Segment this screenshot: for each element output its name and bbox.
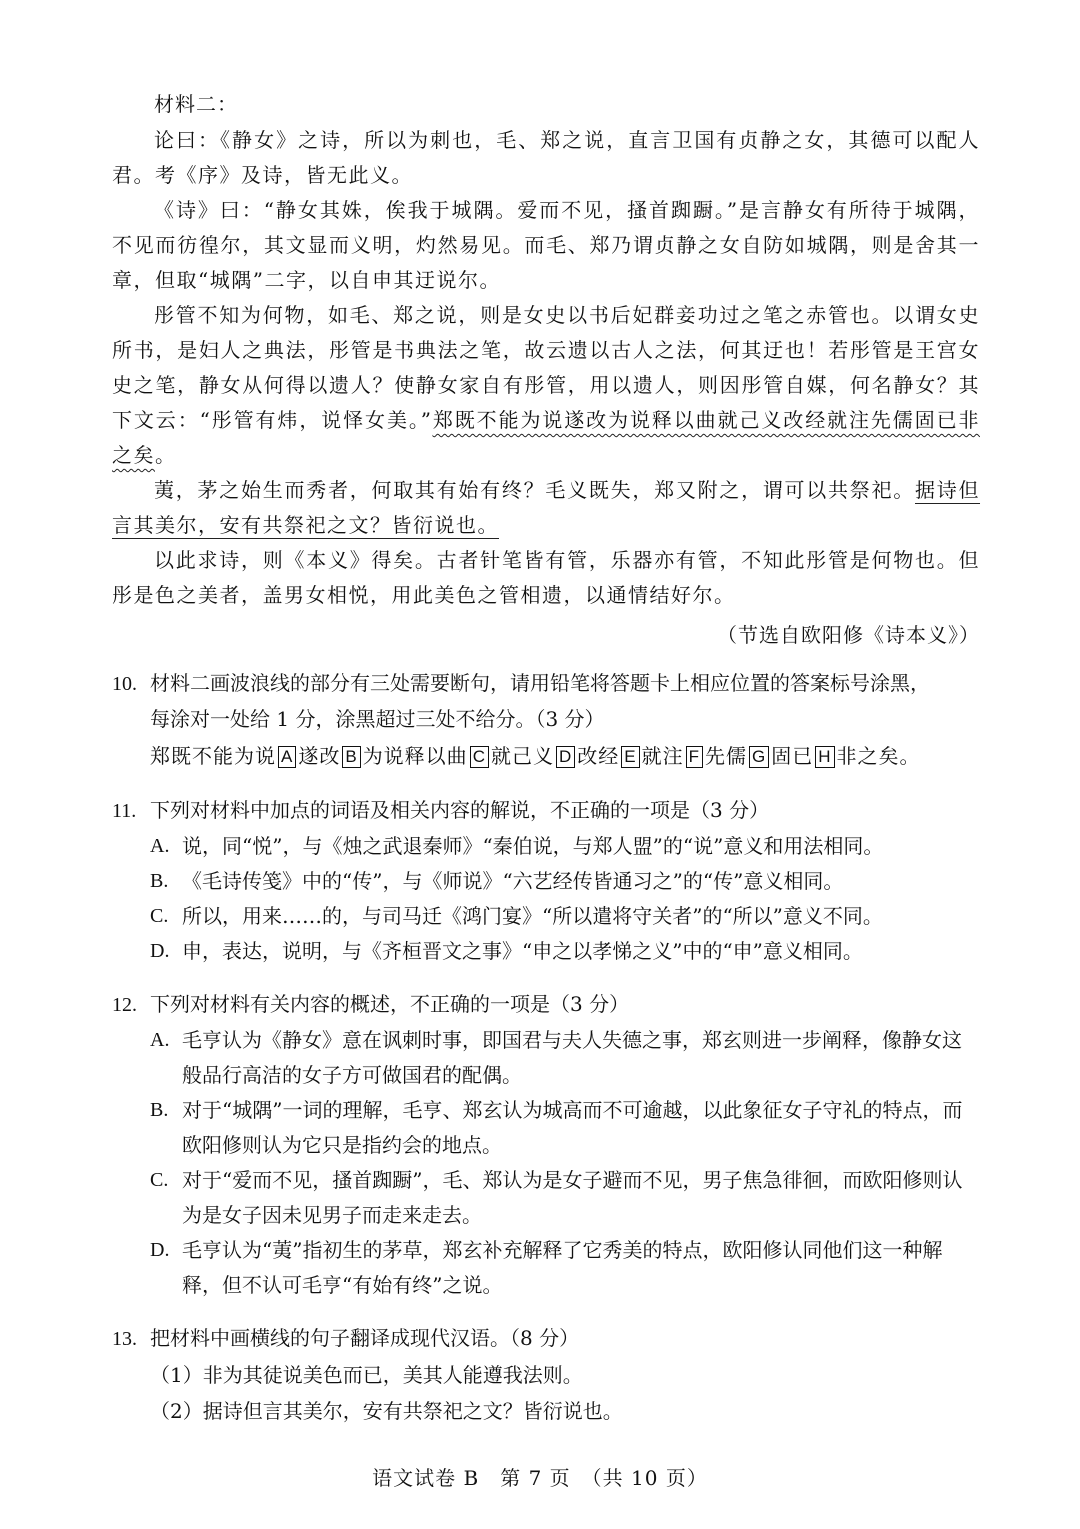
- question-10-stem-continued: 每涂对一处给 1 分，涂黑超过三处不给分。（3 分）: [150, 707, 605, 731]
- translation-item-2: （2）据诗但言其美尔，安有共祭祀之文？皆衍说也。: [150, 1399, 623, 1423]
- option-letter: A.: [150, 835, 170, 857]
- answer-box-a[interactable]: A: [278, 746, 296, 768]
- underlined-sentence: 据诗但言其美尔，安有共祭祀之文？皆衍说也。: [112, 478, 981, 537]
- option-letter: D.: [150, 1239, 170, 1261]
- material-title: 材料二：: [154, 92, 238, 116]
- page-footer: 语文试卷 B 第 7 页 （共 10 页）: [372, 1466, 708, 1490]
- paragraph-3-text: 彤管不知为何物，如毛、郑之说，则是女史以书后妃群妾功过之笔之赤管也。以谓女史所书，是妇人之典法，彤管是书典法之笔，故云遗以古人之法，何其迂也！若彤管是王宫女史之笔，静女从何得以遗人？使静女家自有彤管，用以遗人，则因彤管自媒，何名静女？其下文云：“彤管有炜，说怿女美。”: [112, 303, 980, 432]
- segment: 先儒: [704, 744, 747, 768]
- question-number: 13.: [112, 1328, 137, 1350]
- question-12-stem: [112, 987, 980, 1023]
- segment: 就己义: [490, 744, 554, 768]
- material-paragraph-1: 论曰：《静女》之诗，所以为刺也，毛、郑之说，直言卫国有贞静之女，其德可以配人君。考《序》及诗，皆无此义。: [112, 128, 980, 187]
- question-text: 材料二画波浪线的部分有三处需要断句，请用铅笔将答题卡上相应位置的答案标号涂黑，: [150, 671, 930, 695]
- option-text: 毛亨认为《静女》意在讽刺时事，即国君与夫人失德之事，郑玄则进一步阐释，像静女这般品行高洁的女子方可做国君的配偶。: [182, 1028, 962, 1087]
- option-text: 对于“城隅”一词的理解，毛亨、郑玄认为城高而不可逾越，以此象征女子守礼的特点，而欧阳修则认为它只是指约会的地点。: [182, 1098, 963, 1157]
- option-text: 对于“爱而不见，搔首踟蹰”，毛、郑认为是女子避而不见，男子焦急徘徊，而欧阳修则认为是女子因未见男子而走来走去。: [182, 1168, 963, 1227]
- answer-box-b[interactable]: B: [342, 746, 360, 768]
- question-number: 11.: [112, 800, 137, 822]
- option-letter: B.: [150, 1099, 169, 1121]
- answer-box-c[interactable]: C: [470, 746, 489, 768]
- option-b: [150, 864, 980, 899]
- material-paragraph-5: 以此求诗，则《本义》得矣。古者针笔皆有管，乐器亦有管，不知此彤管是何物也。但彤是色之美者，盖男女相悦，用此美色之管相遗，以通情结好尔。: [112, 548, 980, 607]
- option-a: [150, 1023, 980, 1093]
- option-a: [150, 829, 980, 864]
- segment: 郑既不能为说: [150, 744, 276, 768]
- segment: 固已: [771, 744, 814, 768]
- question-10-stem: [112, 666, 980, 702]
- segment: 遂改: [298, 744, 341, 768]
- option-b: [150, 1093, 980, 1163]
- segment: 就注: [641, 744, 684, 768]
- option-c: [150, 1163, 980, 1233]
- option-text: 《毛诗传笺》中的“传”，与《师说》“六艺经传皆通习之”的“传”意义相同。: [182, 869, 844, 893]
- answer-box-h[interactable]: H: [815, 746, 834, 768]
- material-paragraph-4: [112, 473, 980, 543]
- answer-box-f[interactable]: F: [686, 746, 703, 768]
- answer-box-g[interactable]: G: [749, 746, 769, 768]
- answer-box-d[interactable]: D: [556, 746, 575, 768]
- option-c: [150, 899, 980, 934]
- question-number: 12.: [112, 994, 137, 1016]
- question-text: 下列对材料中加点的词语及相关内容的解说，不正确的一项是（3 分）: [150, 798, 770, 822]
- option-text: 说，同“悦”，与《烛之武退秦师》“秦伯说，与郑人盟”的“说”意义和用法相同。: [182, 834, 884, 858]
- option-d: [150, 934, 980, 969]
- material-paragraph-2: 《诗》曰：“静女其姝，俟我于城隅。爱而不见，搔首踟蹰。”是言静女有所待于城隅，不见而彷徨尔，其文显而义明，灼然易见。而毛、郑乃谓贞静之女自防如城隅，则是舍其一章，但取“城隅”二字，以自申其迂说尔。: [112, 198, 980, 292]
- segment: 为说释以曲: [362, 744, 468, 768]
- option-letter: B.: [150, 870, 169, 892]
- question-11: [112, 793, 980, 969]
- option-letter: C.: [150, 1169, 169, 1191]
- question-10: [112, 666, 980, 775]
- option-text: 申，表达，说明，与《齐桓晋文之事》“申之以孝悌之义”中的“申”意义相同。: [182, 939, 863, 963]
- option-text: 毛亨认为“荑”指初生的茅草，郑玄补充解释了它秀美的特点，欧阳修认同他们这一种解释，但不认可毛亨“有始有终”之说。: [182, 1238, 943, 1297]
- question-number: 10.: [112, 673, 137, 695]
- question-text: 下列对材料有关内容的概述，不正确的一项是（3 分）: [150, 992, 630, 1016]
- wavy-underlined-sentence: 郑既不能为说遂改为说释以曲就己义改经就注先儒固已非之矣: [112, 408, 980, 467]
- option-d: [150, 1233, 980, 1303]
- question-text: 把材料中画横线的句子翻译成现代汉语。（8 分）: [150, 1326, 580, 1350]
- translation-item-1: （1）非为其徒说美色而已，美其人能遵我法则。: [150, 1363, 583, 1387]
- material-paragraph-3: [112, 298, 980, 473]
- source-citation: （节选自欧阳修《诗本义》）: [717, 623, 980, 647]
- option-letter: A.: [150, 1029, 170, 1051]
- question-12: [112, 987, 980, 1303]
- option-text: 所以，用来……的，与司马迁《鸿门宴》“所以遣将守关者”的“所以”意义不同。: [182, 904, 883, 928]
- question-11-stem: [112, 793, 980, 829]
- question-13-stem: [112, 1321, 980, 1357]
- punctuation-line: [150, 737, 980, 775]
- answer-box-e[interactable]: E: [621, 746, 639, 768]
- question-13: [112, 1321, 980, 1429]
- paragraph-3-end: 。: [155, 443, 177, 467]
- option-letter: C.: [150, 905, 169, 927]
- segment: 非之矣。: [836, 744, 921, 768]
- paragraph-4-text: 荑，茅之始生而秀者，何取其有始有终？毛义既失，郑又附之，谓可以共祭祀。: [154, 478, 916, 502]
- segment: 改经: [577, 744, 620, 768]
- option-letter: D.: [150, 940, 170, 962]
